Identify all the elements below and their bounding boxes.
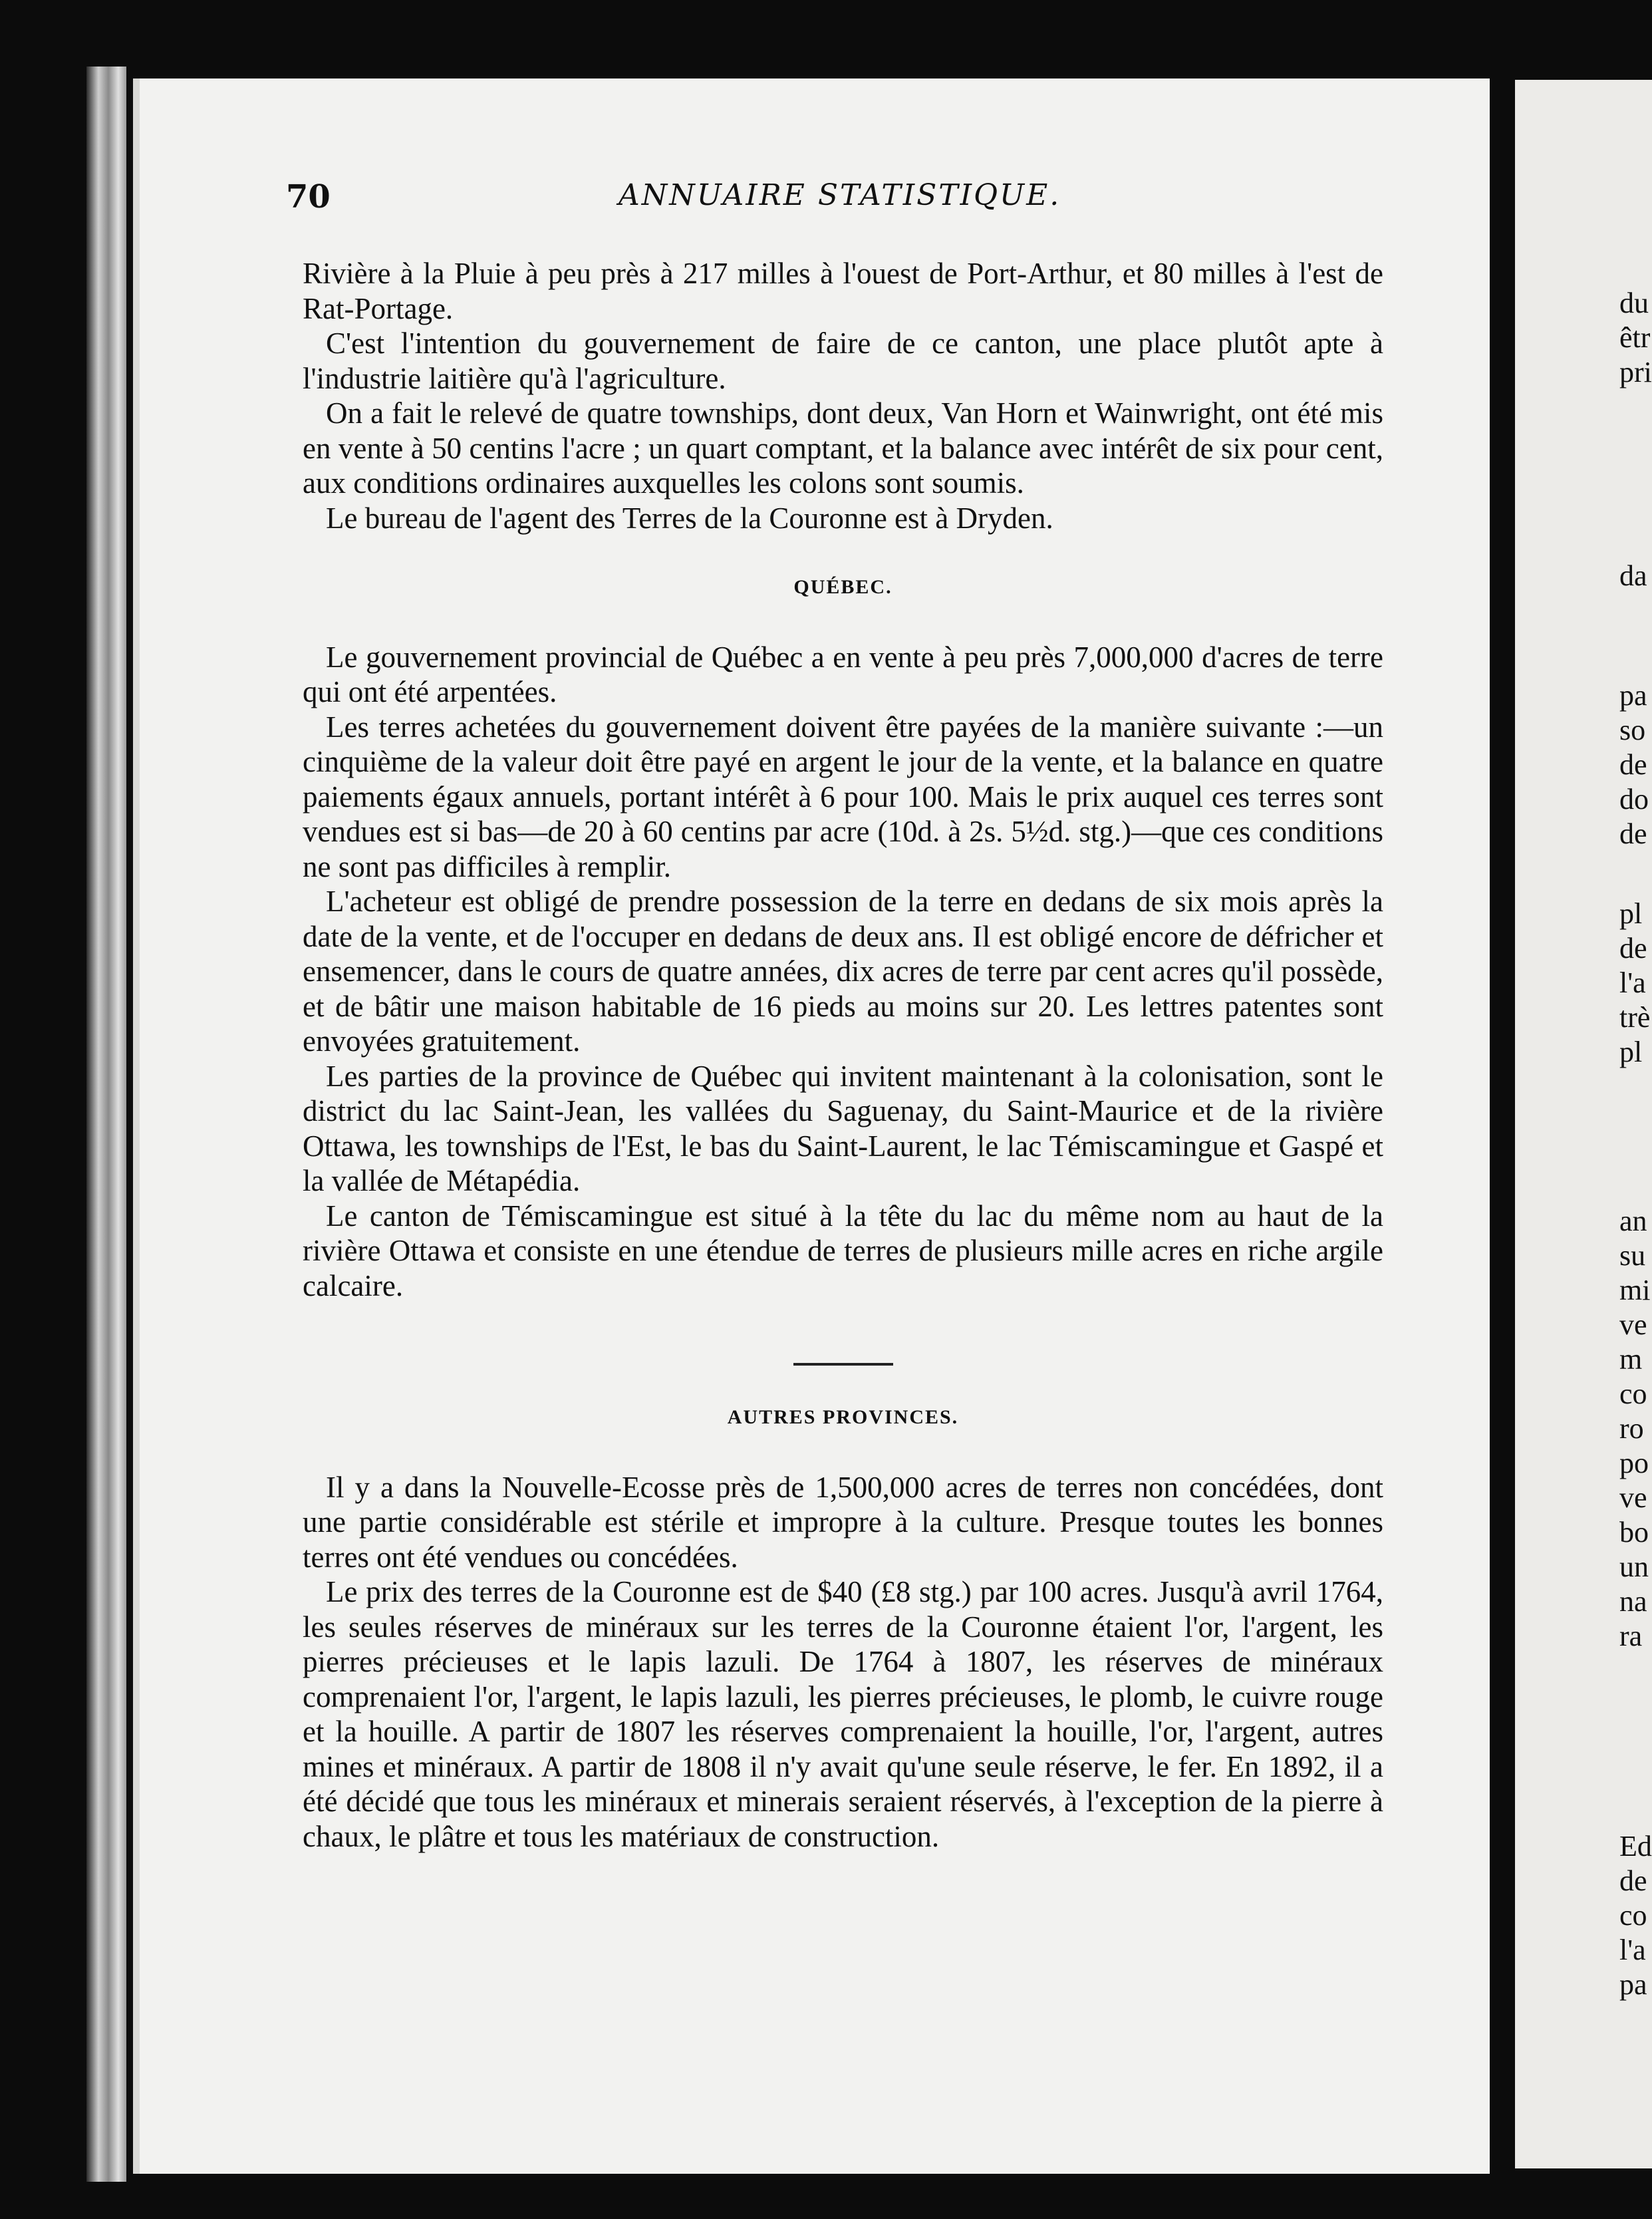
facing-page-fragment: pri xyxy=(1619,356,1652,388)
facing-page-fragment: l'a xyxy=(1619,966,1646,999)
facing-page-fragment: su xyxy=(1619,1239,1646,1272)
facing-page-fragment: pa xyxy=(1619,1968,1647,2001)
paragraph: L'acheteur est obligé de prendre possession de la terre en dedans de six mois après la date de la vente, et de l'occuper en dedans de deux ans. Il est obligé encore de défricher et ensemencer, dans le cours de quatre années, dix acres de terre par cent acres qu'il possède, et de bâtir une maison habitable de 16 pieds au moins sur 20. Les lettres patentes sont envoyées gratuitement. xyxy=(303,885,1383,1058)
paragraph: Les terres achetées du gouvernement doivent être payées de la manière suivante :—un cinquième de la valeur doit être payé en argent le jour de la vente, et la balance en quatre paiements égaux annuels, portant intérêt à 6 pour 100. Mais le prix auquel ces terres sont vendues est si bas—de 20 à 60 centins par acre (10d. à 2s. 5½d. stg.)—que ces conditions ne sont pas difficiles à remplir. xyxy=(303,710,1383,883)
body-text xyxy=(303,256,1383,1854)
paragraph: Les parties de la province de Québec qui invitent maintenant à la colonisation, sont le district du lac Saint-Jean, les vallées du Saguenay, du Saint-Maurice et de la rivière Ottawa, les townships de l'Est, le bas du Saint-Laurent, le lac Témiscamingue et Gaspé et la vallée de Métapédia. xyxy=(303,1059,1383,1197)
paragraph: Le prix des terres de la Couronne est de $40 (£8 stg.) par 100 acres. Jusqu'à avril 1764, les seules réserves de minéraux sur les terres de la Couronne étaient l'or, l'argent, les pierres précieuses et le lapis lazuli. De 1764 à 1807, les réserves de minéraux comprenaient l'or, l'argent, le lapis lazuli, les pierres précieuses, le plomb, le cuivre rouge et la houille. A partir de 1807 les réserves comprenaient la houille, l'or, l'argent, autres mines et minéraux. A partir de 1808 il n'y avait qu'une seule réserve, le fer. En 1892, il a été décidé que tous les minéraux et minerais seraient réservés, à l'exception de la pierre à chaux, le plâtre et tous les matériaux de construction. xyxy=(303,1575,1383,1853)
facing-page-fragment: du xyxy=(1619,287,1649,319)
facing-page-fragment: Ed xyxy=(1619,1830,1652,1862)
paragraph: On a fait le relevé de quatre townships, dont deux, Van Horn et Wainwright, ont été mis en vente à 50 centins l'acre ; un quart comptant, et la balance avec intérêt de six pour cent, aux conditions ordinaires auxquelles les colons sont soumis. xyxy=(303,396,1383,500)
facing-page-fragment: na xyxy=(1619,1585,1647,1618)
running-head xyxy=(286,178,1636,218)
page-spine-edge xyxy=(86,67,126,2182)
facing-page-fragment: trè xyxy=(1619,1001,1651,1034)
page-number: 70 xyxy=(286,178,331,216)
section-divider-rule xyxy=(793,1363,893,1366)
facing-page-fragment: de xyxy=(1619,1864,1647,1897)
facing-page-fragment: do xyxy=(1619,783,1649,815)
facing-page-fragment: co xyxy=(1619,1378,1647,1410)
facing-page-fragment: pa xyxy=(1619,679,1647,712)
facing-page-fragment: an xyxy=(1619,1205,1647,1237)
facing-page-fragment: ra xyxy=(1619,1620,1643,1652)
facing-page-fragment: ve xyxy=(1619,1481,1647,1514)
facing-page-fragment: m xyxy=(1619,1343,1643,1376)
facing-page-fragment: da xyxy=(1619,559,1647,592)
facing-page-fragment: mi xyxy=(1619,1274,1651,1306)
facing-page-fragment: l'a xyxy=(1619,1934,1646,1966)
facing-page-fragment: po xyxy=(1619,1447,1649,1479)
paragraph: Rivière à la Pluie à peu près à 217 milles à l'ouest de Port-Arthur, et 80 milles à l'est de Rat-Portage. xyxy=(303,257,1383,325)
facing-page-fragment: un xyxy=(1619,1551,1649,1583)
facing-page-fragment: ve xyxy=(1619,1308,1647,1341)
facing-page-fragment: de xyxy=(1619,932,1647,964)
facing-page-fragment: de xyxy=(1619,817,1647,850)
facing-page-fragment: co xyxy=(1619,1899,1647,1932)
facing-page-fragment: pl xyxy=(1619,897,1643,930)
section-heading-quebec: QUÉBEC. xyxy=(793,576,893,598)
paragraph: Le bureau de l'agent des Terres de la Couronne est à Dryden. xyxy=(326,501,1053,535)
facing-page-fragment: êtr xyxy=(1619,321,1651,354)
paragraph: C'est l'intention du gouvernement de faire de ce canton, une place plutôt apte à l'industrie laitière qu'à l'agriculture. xyxy=(303,327,1383,395)
paragraph: Le canton de Témiscamingue est situé à la tête du lac du même nom au haut de la rivière Ottawa et consiste en une étendue de terres de plusieurs mille acres en riche argile calcaire. xyxy=(303,1199,1383,1302)
paragraph: Le gouvernement provincial de Québec a en vente à peu près 7,000,000 d'acres de terre qui ont été arpentées. xyxy=(303,640,1383,708)
section-heading-autres-provinces: AUTRES PROVINCES. xyxy=(727,1406,959,1428)
facing-page-fragment: bo xyxy=(1619,1516,1649,1549)
paragraph: Il y a dans la Nouvelle-Ecosse près de 1,500,000 acres de terres non concédées, dont une partie considérable est stérile et impropre à la culture. Presque toutes les bonnes terres ont été vendues ou concédées. xyxy=(303,1470,1383,1574)
facing-page-fragment: pl xyxy=(1619,1036,1643,1068)
facing-page-fragment: de xyxy=(1619,748,1647,781)
facing-page-fragment: ro xyxy=(1619,1412,1644,1445)
facing-page-fragment: so xyxy=(1619,714,1646,746)
page-title: ANNUAIRE STATISTIQUE. xyxy=(619,178,1061,212)
